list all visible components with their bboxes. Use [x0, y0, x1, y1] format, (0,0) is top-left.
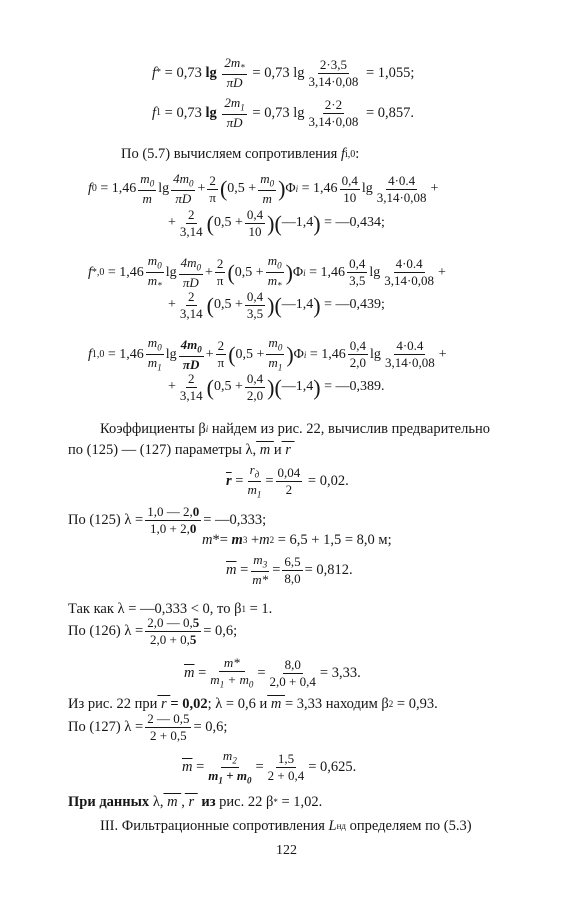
text-tak-kak: Так как λ = —0,333 < 0, то β 1 = 1. [68, 601, 273, 617]
equation-m-bar-1: $\overline{m}$ = $m_3$ m* = 6,5 8,0 = 0,812. [226, 552, 353, 588]
equation-m-bar-3: $\overline{m}$ = $m_2$ $m_1 + m_0$ = 1,5 2 + 0,4 = 0,625. [182, 748, 357, 787]
equation-lambda-125: По (125) λ = 1,0 — 2,0 1,0 + 2,0 = —0,333; [68, 504, 267, 537]
equation-f-star-0-part2: + 2 3,14 ( 0,5 + 0,4 3,5 ) ( —1,4 ) = —0,439; [168, 289, 385, 322]
equation-f-star-0-part1: f *,0 = 1,46 $m_0$ $m_*$ lg $4m_0$ πD + 2 π ( 0,5 + $m_0$ $m_*$ ) Φ i = 1,46 0,4 3,5 lg 4·0.4 3,14·0,08 + [88, 253, 446, 292]
paragraph-coefficients-2: по (125) — (127) параметры λ, m и r [68, 442, 295, 458]
equation-f0-part1: f 0 = 1,46 $m_0$ m lg $4m_0$ πD + 2 π ( 0,5 + $m_0$ m ) Φ i = 1,46 0,4 10 lg 4·0.4 3,14·0,08 + [88, 171, 439, 207]
equation-m-bar-2: $\overline{m}$ = m* $m_1 + m_0$ = 8,0 2,0 + 0,4 = 3,33. [184, 655, 361, 690]
equation-f-1: f 1 = 0,73 lg $2m_1$ πD = 0,73 lg 2·2 3,14·0,08 = 0,857. [152, 95, 415, 131]
equation-f10-part1: f 1,0 = 1,46 $m_0$ $m_1$ lg $4m_0$ πD + 2 π ( 0,5 + $m_0$ $m_1$ ) Φ i = 1,46 0,4 2,0 lg 4·0.4 3,14·0,08 + [88, 335, 447, 374]
text-po-5-7: По (5.7) вычисляем сопротивления f i,0 : [121, 146, 360, 162]
equation-r-bar: $\overline{r}$ = $r_д$ $m_1$ = 0,04 2 = 0,02. [226, 462, 349, 501]
page-number: 122 [276, 843, 297, 858]
text-pri-dannyh: При данных λ, m , r из рис. 22 β * = 1,02. [68, 794, 323, 810]
text-filtration: III. Фильтрационные сопротивления L нд определяем по (5.3) [100, 818, 472, 834]
equation-lambda-127: По (127) λ = 2 — 0,5 2 + 0,5 = 0,6; [68, 711, 228, 744]
equation-m-star: m *= m 3 + m 2 = 6,5 + 1,5 = 8,0 м; [202, 532, 392, 548]
equation-f0-part2: + 2 3,14 ( 0,5 + 0,4 10 ) ( —1,4 ) = —0,434; [168, 207, 385, 240]
text-iz-ris-22: Из рис. 22 при r = 0,02 ; λ = 0,6 и m = 3,33 находим β 2 = 0,93. [68, 696, 438, 712]
equation-f-star: f * = 0,73 lg $2m_*$ πD = 0,73 lg 2·3,5 3,14·0,08 = 1,055; [152, 55, 415, 91]
equation-lambda-126: По (126) λ = 2,0 — 0,5 2,0 + 0,5 = 0,6; [68, 615, 238, 648]
equation-f10-part2: + 2 3,14 ( 0,5 + 0,4 2,0 ) ( —1,4 ) = —0,389. [168, 371, 385, 404]
paragraph-coefficients-1: Коэффициенты β i найдем из рис. 22, вычислив предварительно [100, 421, 490, 437]
